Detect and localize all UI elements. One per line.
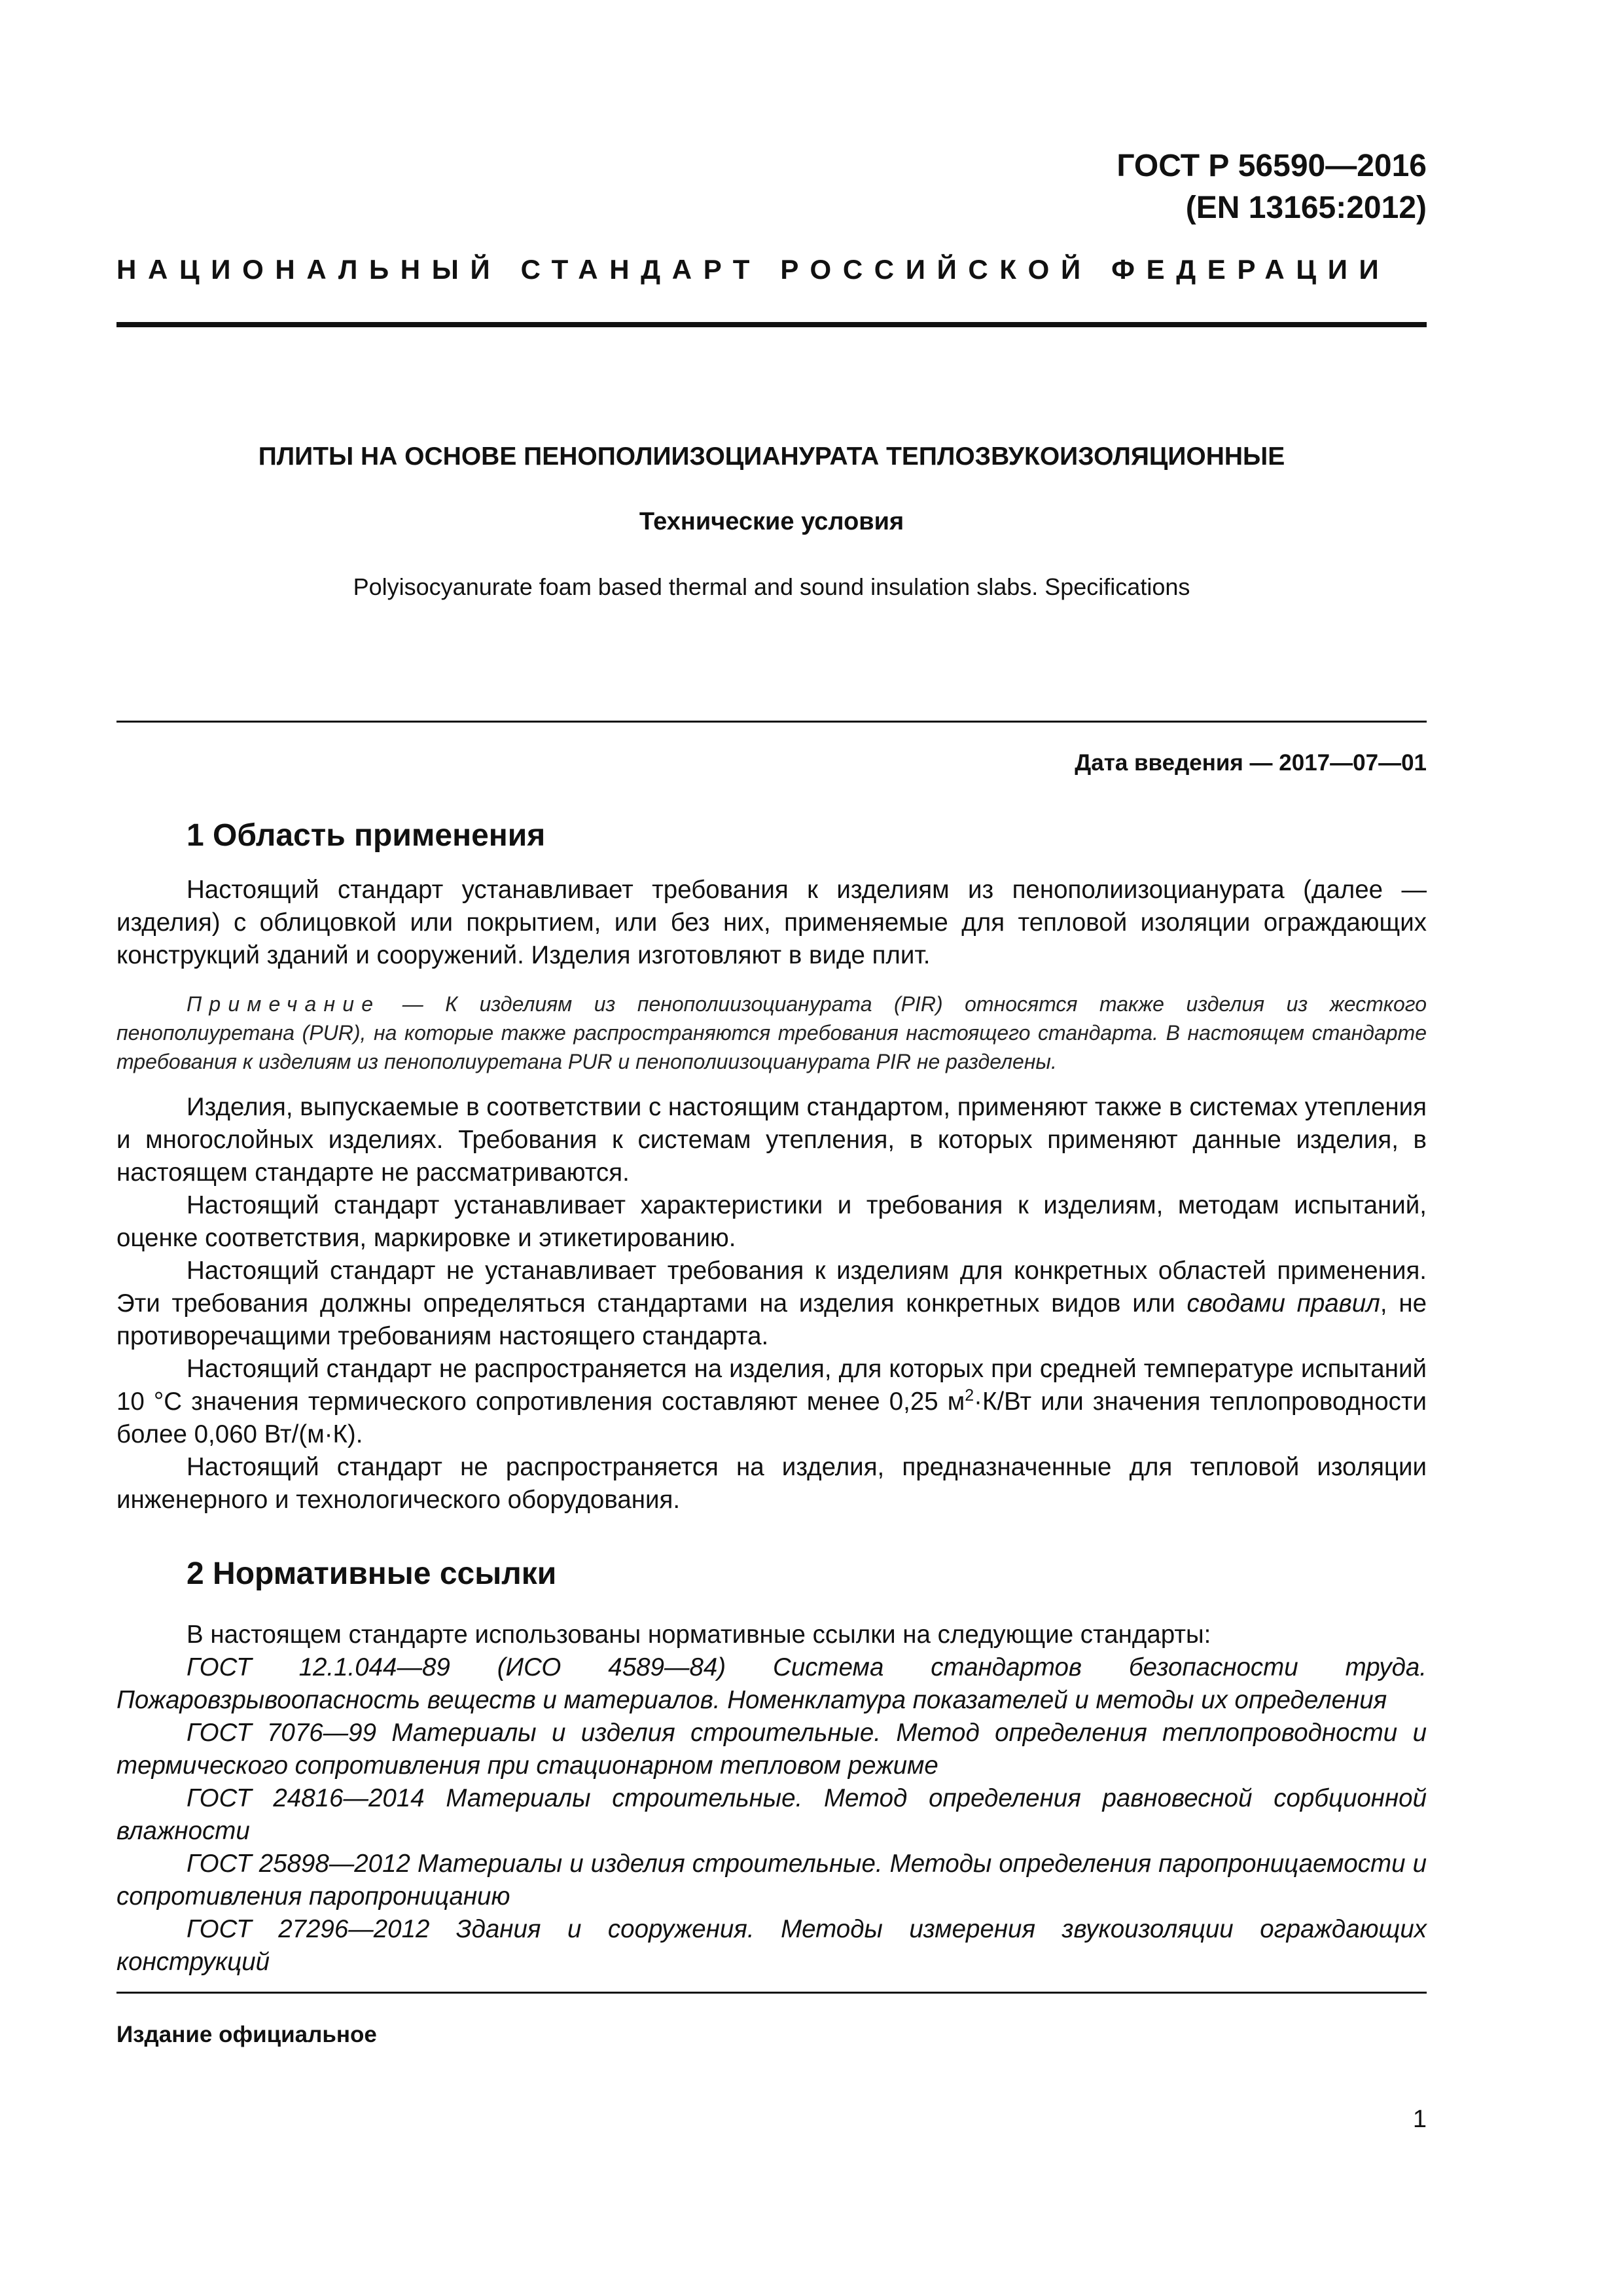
paragraph: Настоящий стандарт не распространяется на изделия, предназначенные для тепловой изоляции инженерного и технологического оборудования. — [116, 1453, 1427, 1514]
section-2-body — [116, 1619, 1427, 1979]
en-number: (EN 13165:2012) — [1185, 190, 1427, 225]
header-divider — [116, 322, 1427, 327]
paragraph: Настоящий стандарт устанавливает характеристики и требования к изделиям, методам испытаний, оценке соответствия, маркировке и этикетированию. — [116, 1191, 1427, 1252]
document-english-title: Polyisocyanurate foam based thermal and sound insulation slabs. Specifications — [353, 573, 1190, 600]
reference-item: ГОСТ 25898—2012 Материалы и изделия строительные. Методы определения паропроницаемости и сопротивления паропроницанию — [116, 1850, 1427, 1910]
document-title: ПЛИТЫ НА ОСНОВЕ ПЕНОПОЛИИЗОЦИАНУРАТА ТЕПЛОЗВУКОИЗОЛЯЦИОННЫЕ — [258, 442, 1285, 471]
note-label: Примечание — [187, 992, 381, 1016]
document-page — [116, 0, 1427, 2296]
footer-divider — [116, 1992, 1427, 1994]
reference-item: ГОСТ 7076—99 Материалы и изделия строительные. Метод определения теплопроводности и термического сопротивления при стационарном тепловом режиме — [116, 1719, 1427, 1780]
reference-item: ГОСТ 27296—2012 Здания и сооружения. Методы измерения звукоизоляции ограждающих конструкций — [116, 1915, 1427, 1976]
paragraph: Настоящий стандарт не распространяется на изделия, для которых при средней температуре испытаний 10 °С значения термического сопротивления составляют менее 0,25 $м^2\cdot К/Вт$ или значения теплопроводности более 0,060 Вт/(м·К). — [116, 1355, 1427, 1448]
national-standard-banner: НАЦИОНАЛЬНЫЙ СТАНДАРТ РОССИЙСКОЙ ФЕДЕРАЦИИ — [116, 254, 1391, 285]
paragraph: В настоящем стандарте использованы нормативные ссылки на следующие стандарты: — [187, 1621, 1211, 1649]
note-text: — К изделиям из пенополиизоцианурата (PIR) относятся также изделия из жесткого пенополиуретана (PUR), на которые также распространяются требования настоящего стандарта. В настоящем стандарте требования к изделиям из пенополиуретана PUR и пенополиизоцианурата PIR не разделены. — [116, 992, 1427, 1073]
section-1-body-a — [116, 874, 1427, 972]
note — [116, 990, 1427, 1076]
section-1-body-b — [116, 1091, 1427, 1516]
official-edition-label: Издание официальное — [116, 2022, 377, 2047]
section-2-heading: 2 Нормативные ссылки — [187, 1556, 557, 1591]
title-divider — [116, 721, 1427, 723]
reference-item: ГОСТ 24816—2014 Материалы строительные. Метод определения равновесной сорбционной влажности — [116, 1784, 1427, 1845]
introduction-date: Дата введения — 2017—07—01 — [1075, 750, 1427, 776]
page-number: 1 — [1412, 2106, 1427, 2133]
paragraph: Изделия, выпускаемые в соответствии с настоящим стандартом, применяют также в системах утепления и многослойных изделиях. Требования к системам утепления, в которых применяют данные изделия, в настоящем стандарте не рассматриваются. — [116, 1093, 1427, 1187]
section-1-heading: 1 Область применения — [187, 818, 546, 853]
paragraph: Настоящий стандарт устанавливает требования к изделиям из пенополиизоцианурата (далее — изделия) с облицовкой или покрытием, или без них, применяемые для тепловой изоляции ограждающих конструкций зданий и сооружений. Изделия изготовляют в виде плит. — [116, 876, 1427, 969]
gost-number: ГОСТ Р 56590—2016 — [1116, 149, 1427, 183]
reference-item: ГОСТ 12.1.044—89 (ИСО 4589—84) Система стандартов безопасности труда. Пожаровзрывоопасность веществ и материалов. Номенклатура показателей и методы их определения — [116, 1653, 1427, 1714]
document-code — [1116, 145, 1427, 229]
document-subtitle: Технические условия — [639, 508, 904, 535]
paragraph: Настоящий стандарт не устанавливает требования к изделиям для конкретных областей применения. Эти требования должны определяться стандартами на изделия конкретных видов или сводами правил, не противоречащими требованиям настоящего стандарта. — [116, 1257, 1427, 1350]
